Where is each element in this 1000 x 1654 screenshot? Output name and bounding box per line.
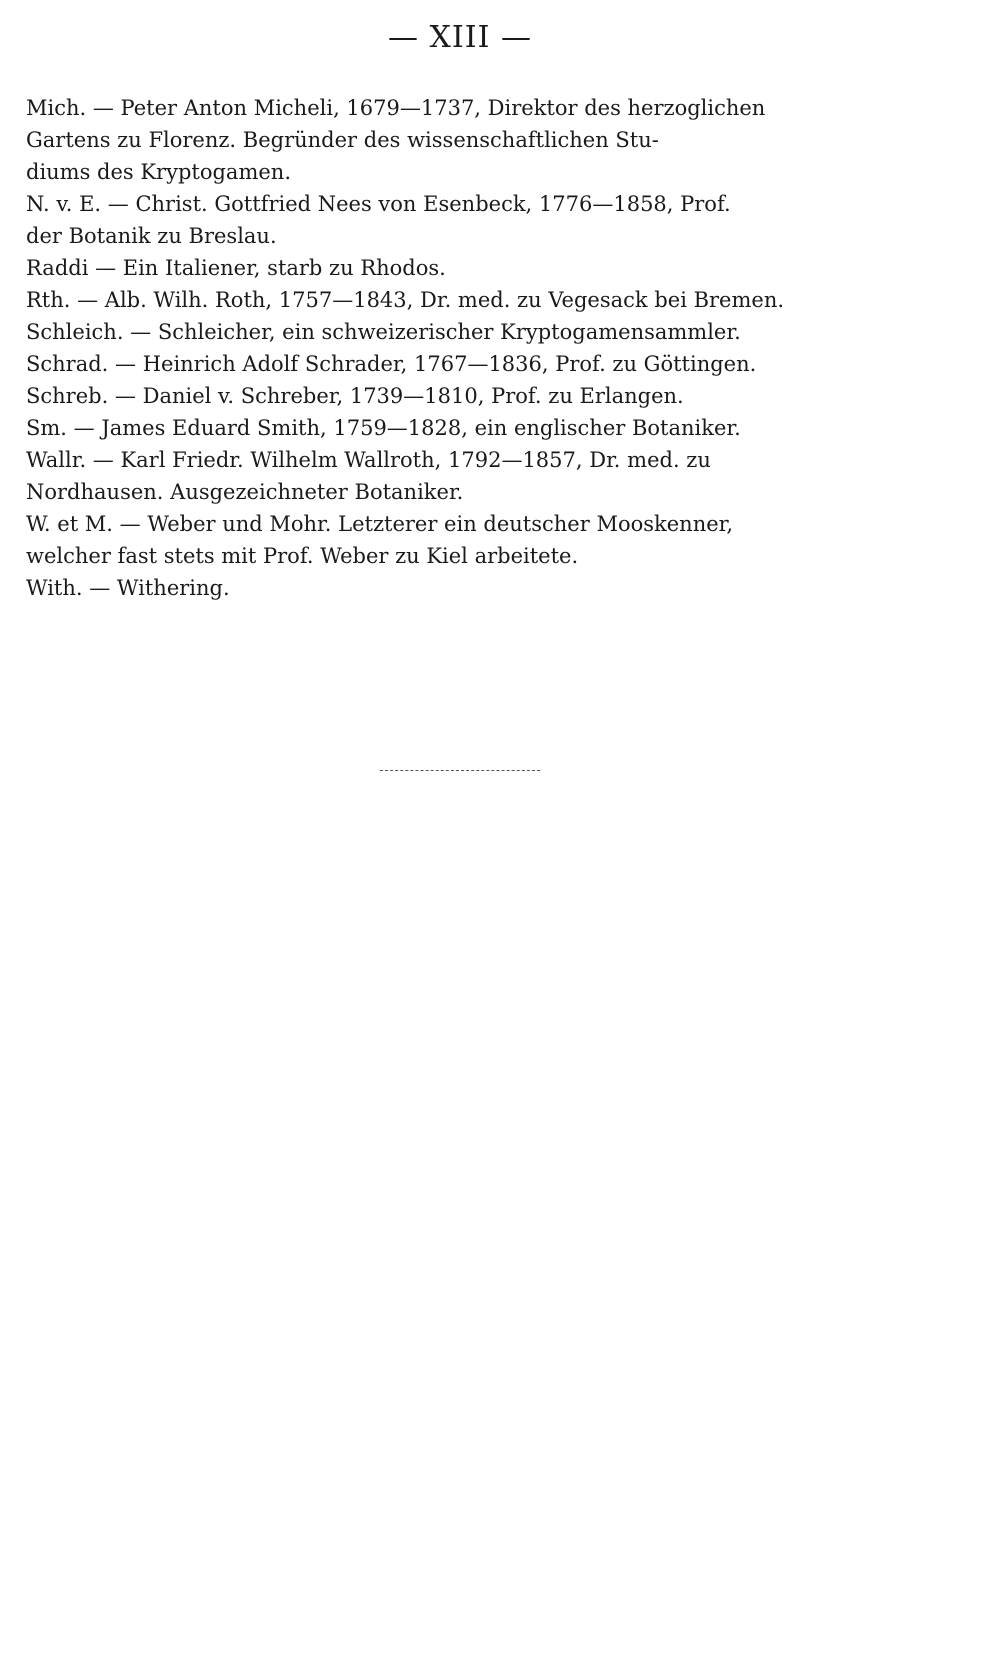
entry-w-et-m — [26, 508, 886, 572]
entry-nve — [26, 188, 886, 252]
entry-with — [26, 572, 886, 604]
entry-mich — [26, 92, 886, 188]
entry-line: diums des Kryptogamen. — [26, 160, 291, 184]
entry-line: Mich. — Peter Anton Micheli, 1679—1737, Direktor des herzoglichen — [26, 96, 766, 120]
entry-rth — [26, 284, 886, 316]
entry-line: N. v. E. — Christ. Gottfried Nees von Esenbeck, 1776—1858, Prof. — [26, 192, 731, 216]
entry-line: Schleich. — Schleicher, ein schweizerischer Kryptogamensammler. — [26, 320, 741, 344]
page-number: — XIII — — [388, 20, 532, 55]
entry-line: Rth. — Alb. Wilh. Roth, 1757—1843, Dr. med. zu Vegesack bei Bremen. — [26, 288, 785, 312]
entry-line: With. — Withering. — [26, 576, 230, 600]
entry-line: Nordhausen. Ausgezeichneter Botaniker. — [26, 480, 464, 504]
entry-wallr — [26, 444, 886, 508]
entry-line: welcher fast stets mit Prof. Weber zu Kiel arbeitete. — [26, 544, 579, 568]
section-divider — [380, 770, 540, 771]
entry-line: Wallr. — Karl Friedr. Wilhelm Wallroth, 1792—1857, Dr. med. zu — [26, 448, 711, 472]
entry-raddi — [26, 252, 886, 284]
entry-schleich — [26, 316, 886, 348]
entry-line: der Botanik zu Breslau. — [26, 224, 277, 248]
entry-line: Sm. — James Eduard Smith, 1759—1828, ein englischer Botaniker. — [26, 416, 741, 440]
entry-schrad — [26, 348, 886, 380]
abbreviation-list — [26, 92, 886, 604]
entry-line: Raddi — Ein Italiener, starb zu Rhodos. — [26, 256, 446, 280]
entry-line: Schreb. — Daniel v. Schreber, 1739—1810, Prof. zu Erlangen. — [26, 384, 684, 408]
entry-line: Gartens zu Florenz. Begründer des wissenschaftlichen Stu- — [26, 128, 659, 152]
entry-sm — [26, 412, 886, 444]
entry-schreb — [26, 380, 886, 412]
entry-line: Schrad. — Heinrich Adolf Schrader, 1767—1836, Prof. zu Göttingen. — [26, 352, 757, 376]
entry-line: W. et M. — Weber und Mohr. Letzterer ein deutscher Mooskenner, — [26, 512, 734, 536]
